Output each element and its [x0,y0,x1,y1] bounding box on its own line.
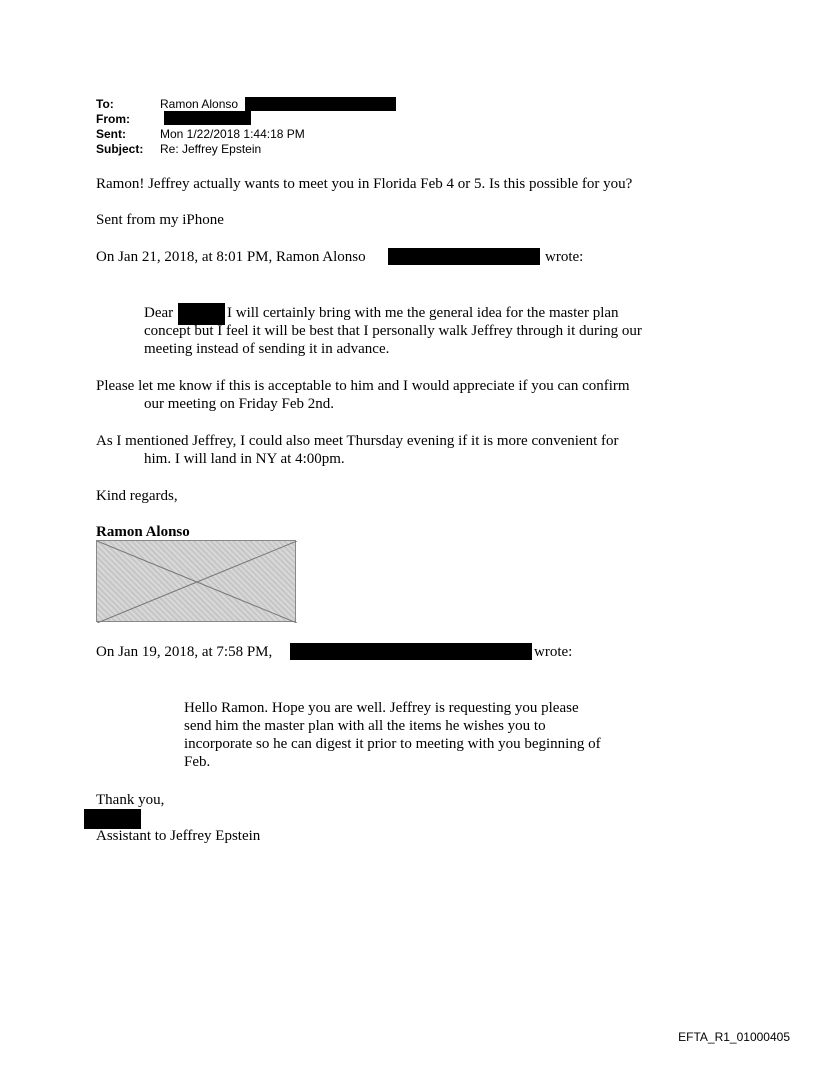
sent-from-line: Sent from my iPhone [96,212,224,228]
to-value: Ramon Alonso [160,97,239,111]
quote1-dear: Dear [144,305,174,321]
quote2-line4: Feb. [184,754,211,770]
sent-label: Sent: [96,127,126,141]
redaction-from [164,111,251,125]
redaction-quote1-email [388,248,540,265]
quote2-line3: incorporate so he can digest it prior to meeting with you beginning of [184,736,601,752]
reply-line: Ramon! Jeffrey actually wants to meet you in Florida Feb 4 or 5. Is this possible for you? [96,176,633,192]
quote1-line1: I will certainly bring with me the general idea for the master plan [227,305,619,321]
sent-value: Mon 1/22/2018 1:44:18 PM [160,127,305,141]
quote1-line2: concept but I feel it will be best that I personally walk Jeffrey through it during our [144,323,642,339]
to-label: To: [96,97,114,111]
para2-line1: Please let me know if this is acceptable to him and I would appreciate if you can confirm [96,378,630,394]
document-id: EFTA_R1_01000405 [678,1030,790,1044]
quote2-intro: On Jan 19, 2018, at 7:58 PM, [96,644,273,660]
para2-line2: our meeting on Friday Feb 2nd. [144,396,334,412]
para3-line1: As I mentioned Jeffrey, I could also meet Thursday evening if it is more convenient for [96,433,619,449]
redaction-to-email [245,97,396,111]
broken-image-icon [97,541,297,623]
redaction-quote2-sender [290,643,532,660]
signature-image-placeholder [96,540,296,622]
quote2-line1: Hello Ramon. Hope you are well. Jeffrey is requesting you please [184,700,579,716]
quote2-wrote: wrote: [534,644,573,660]
quote1-wrote: wrote: [545,249,584,265]
assistant-line: Assistant to Jeffrey Epstein [96,828,261,844]
redaction-assistant-name [84,809,141,829]
quote1-intro: On Jan 21, 2018, at 8:01 PM, Ramon Alonso [96,249,366,265]
para3-line2: him. I will land in NY at 4:00pm. [144,451,345,467]
quote2-line2: send him the master plan with all the items he wishes you to [184,718,546,734]
subject-value: Re: Jeffrey Epstein [160,142,262,156]
subject-label: Subject: [96,142,144,156]
from-label: From: [96,112,130,126]
regards-line: Kind regards, [96,488,178,504]
thanks-line: Thank you, [96,792,165,808]
signature-name: Ramon Alonso [96,524,190,540]
quote1-line3: meeting instead of sending it in advance. [144,341,390,357]
